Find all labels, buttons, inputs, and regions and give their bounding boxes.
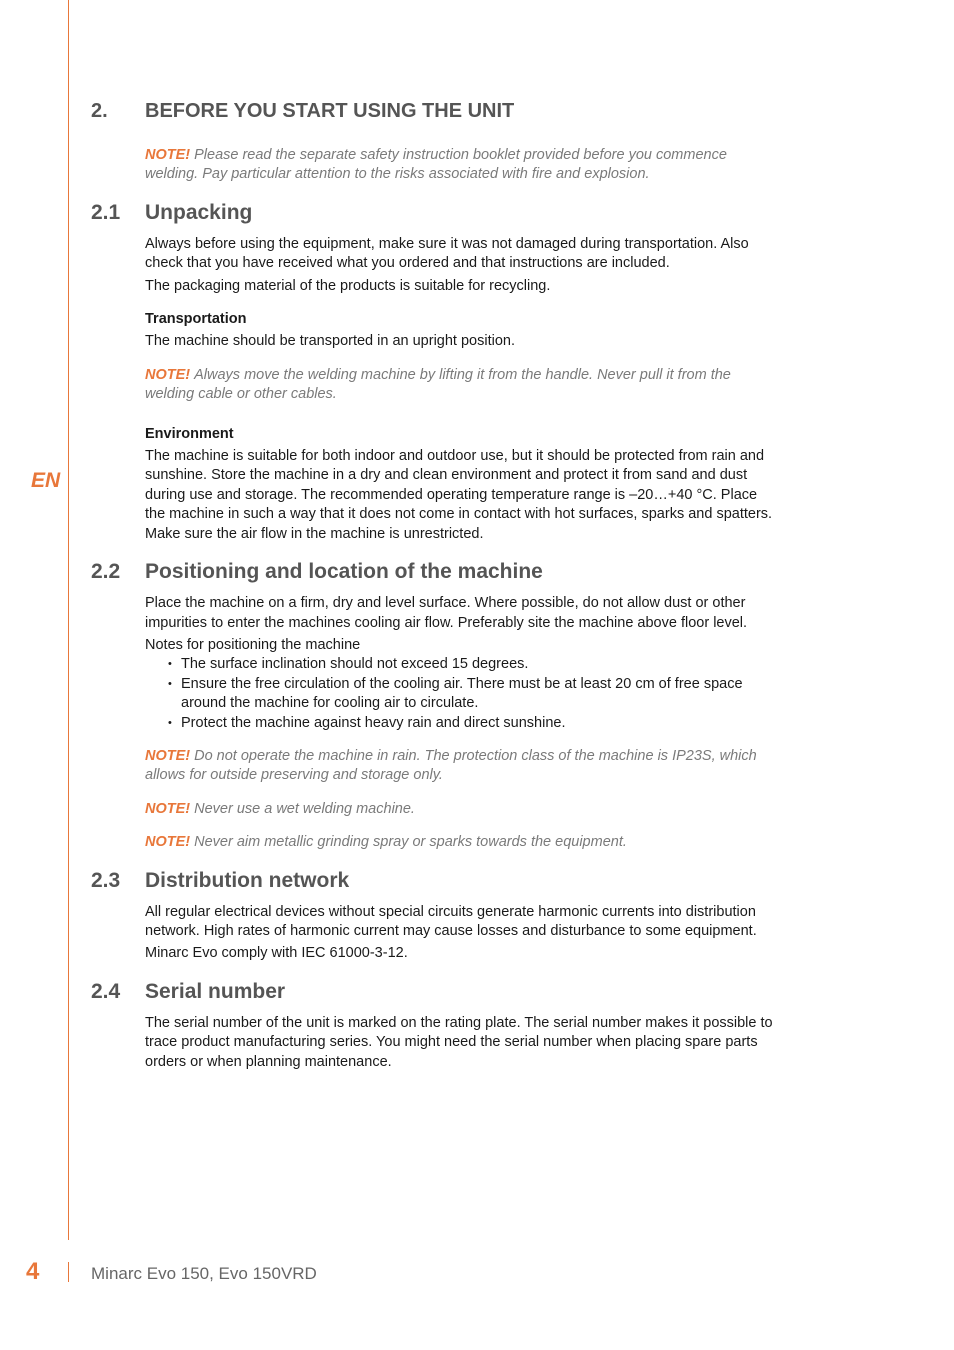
note bbox=[145, 747, 781, 786]
paragraph: The machine is suitable for both indoor and outdoor use, but it should be protected from rain and sunshine. Store the machine in a dry and clean environment and protect it from sand and dust during use and storage. The recommended operating temperature range is –20…+40 °C. Place the machine in such a way that it does not come in contact with hot surfaces, sparks and spatters. Make sure the air flow in the machine is unrestricted. bbox=[145, 448, 773, 542]
subsection-heading bbox=[91, 980, 791, 1008]
subsection-heading bbox=[91, 869, 791, 897]
subsection-body bbox=[145, 903, 781, 964]
note-text: Never aim metallic grinding spray or sparks towards the equipment. bbox=[194, 834, 627, 851]
subsection-body bbox=[145, 594, 781, 852]
subsection-title: Distribution network bbox=[145, 868, 350, 892]
paragraph: The serial number of the unit is marked on the rating plate. The serial number makes it possible to trace product manufacturing series. You might need the serial number when placing spare parts orders or when planning maintenance. bbox=[145, 1014, 773, 1070]
paragraph: Minarc Evo comply with IEC 61000-3-12. bbox=[145, 945, 408, 962]
note bbox=[145, 833, 781, 852]
note-text: Do not operate the machine in rain. The protection class of the machine is IP23S, which allows for outside preserving and storage only. bbox=[145, 747, 757, 784]
bullet-list bbox=[145, 655, 781, 733]
note bbox=[145, 800, 781, 819]
page-content bbox=[91, 100, 791, 1075]
paragraph: Notes for positioning the machine bbox=[145, 636, 361, 653]
minor-heading: Transportation bbox=[145, 311, 247, 328]
section-number: 2. bbox=[91, 100, 108, 122]
note-tag: NOTE! bbox=[145, 747, 191, 764]
section-title: BEFORE YOU START USING THE UNIT bbox=[145, 100, 515, 122]
subsection-number: 2.1 bbox=[91, 200, 121, 224]
list-item: • The surface inclination should not exceed 15 degrees. bbox=[181, 655, 781, 674]
footer-rule bbox=[68, 1262, 69, 1282]
footer-title: Minarc Evo 150, Evo 150VRD bbox=[91, 1264, 317, 1283]
section-body bbox=[145, 146, 781, 185]
subsection-body bbox=[145, 1014, 781, 1072]
note-text: Always move the welding machine by lifting it from the handle. Never pull it from the welding cable or other cables. bbox=[145, 366, 731, 403]
paragraph: The machine should be transported in an upright position. bbox=[145, 333, 515, 350]
note-text: Please read the separate safety instruction booklet provided before you commence welding. Pay particular attention to the risks associated with fire and explosion. bbox=[145, 147, 727, 183]
paragraph: Always before using the equipment, make sure it was not damaged during transportation. Also check that you have received what you ordered and that instructions are included. bbox=[145, 235, 749, 272]
minor-heading: Environment bbox=[145, 425, 234, 442]
note-tag: NOTE! bbox=[145, 834, 191, 851]
subsection-title: Unpacking bbox=[145, 200, 253, 224]
subsection-heading bbox=[91, 201, 791, 229]
section-heading bbox=[91, 100, 791, 128]
note-tag: NOTE! bbox=[145, 800, 191, 817]
subsection-body bbox=[145, 235, 781, 544]
subsection-number: 2.4 bbox=[91, 979, 121, 1003]
paragraph: All regular electrical devices without special circuits generate harmonic currents into distribution network. High rates of harmonic current may cause losses and disturbance to some equipment. bbox=[145, 903, 757, 939]
note bbox=[145, 366, 781, 405]
note-tag: NOTE! bbox=[145, 366, 191, 383]
note-text: Never use a wet welding machine. bbox=[194, 800, 415, 817]
note bbox=[145, 146, 781, 185]
language-tab: EN bbox=[31, 469, 61, 492]
subsection-number: 2.3 bbox=[91, 868, 121, 892]
margin-rule bbox=[68, 0, 69, 1240]
note-tag: NOTE! bbox=[145, 147, 191, 163]
list-item: • Protect the machine against heavy rain and direct sunshine. bbox=[181, 714, 781, 733]
paragraph: The packaging material of the products is suitable for recycling. bbox=[145, 277, 551, 294]
paragraph: Place the machine on a firm, dry and level surface. Where possible, do not allow dust or other impurities to enter the machines cooling air flow. Preferably site the machine above floor level. bbox=[145, 595, 748, 631]
subsection-number: 2.2 bbox=[91, 560, 121, 584]
page-number: 4 bbox=[26, 1258, 40, 1285]
list-item: • Ensure the free circulation of the cooling air. There must be at least 20 cm of free space around the machine for cooling air to circulate. bbox=[181, 675, 781, 714]
subsection-title: Positioning and location of the machine bbox=[145, 560, 543, 584]
subsection-title: Serial number bbox=[145, 979, 286, 1003]
subsection-heading bbox=[91, 560, 791, 588]
